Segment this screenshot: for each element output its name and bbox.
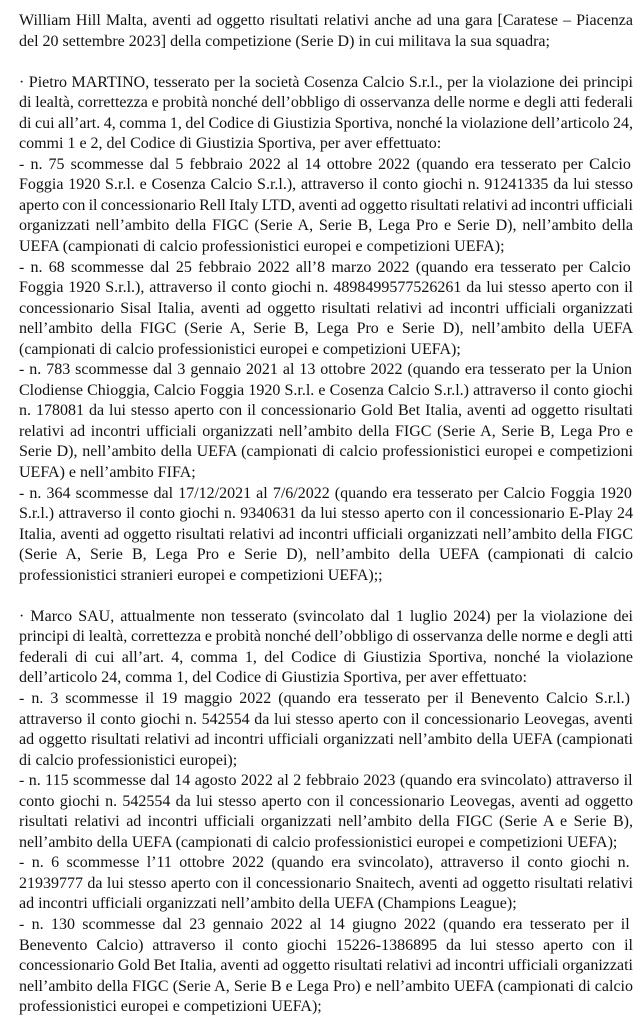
text-line: concessionario Sisal Italia, aventi ad oggetto risultati relativi ad incontri ufficiali organizzati [19, 299, 633, 317]
text-line: ad oggetto risultati relativi ad incontri ufficiali organizzati nell’ambito della UEFA (campionati [19, 731, 633, 749]
text-line: nell’ambito della UEFA (campionati di calcio professionistici europei e competizioni UEFA); [19, 833, 618, 851]
paragraph-gap [19, 52, 633, 73]
paragraph-martino [19, 73, 633, 587]
text-line: (Serie A, Serie B, Lega Pro e Serie D), nell’ambito della UEFA (campionati di calcio [19, 546, 633, 564]
text-line: conto giochi n. 542554 da lui stesso aperto con il concessionario Leovegas, aventi ad oggetto [19, 792, 633, 810]
text-line: Foggia 1920 S.r.l. e Cosenza Calcio S.r.l.), attraverso il conto giochi n. 91241335 da lui stesso [19, 176, 633, 194]
text-line: Benevento Calcio) attraverso il conto giochi 15226-1386895 da lui stesso aperto con il [19, 936, 633, 954]
text-line: relativi ad incontri ufficiali organizzati nell’ambito della FIGC (Serie A, Serie B, Lega Pro e [19, 422, 633, 440]
text-line: Italia, aventi ad oggetto risultati relativi ad incontri ufficiali organizzati nell’ambito della FIGC [19, 525, 633, 543]
paragraph-gap [19, 586, 633, 607]
text-line: risultati relativi ad incontri ufficiali organizzati nell’ambito della FIGC (Serie A e Serie B), [19, 813, 633, 831]
text-line: attraverso il conto giochi n. 542554 da lui stesso aperto con il concessionario Leovegas, aventi [19, 710, 633, 728]
text-line: n. 178081 da lui stesso aperto con il concessionario Gold Bet Italia, aventi ad oggetto risultati [19, 402, 633, 420]
text-line: - n. 6 scommesse l’11 ottobre 2022 (quando era svincolato), attraverso il conto giochi n. [19, 854, 630, 872]
text-line: - n. 3 scommesse il 19 maggio 2022 (quando era tesserato per il Benevento Calcio S.r.l.) [19, 689, 630, 707]
text-line: · Pietro MARTINO, tesserato per la società Cosenza Calcio S.r.l., per la violazione dei principi [19, 73, 633, 91]
text-line: - n. 115 scommesse dal 14 agosto 2022 al 2 febbraio 2023 (quando era svincolato) attraverso il [19, 772, 633, 790]
text-line: commi 1 e 2, del Codice di Giustizia Sportiva, per aver effettuato: [19, 135, 442, 153]
paragraph-sau [19, 607, 633, 1018]
text-line: Serie D), nell’ambito della UEFA (campionati di calcio professionistici europei e competizioni [19, 443, 633, 461]
text-line: professionistici stranieri europei e competizioni UEFA);; [19, 566, 383, 584]
text-line: Foggia 1920 S.r.l.), attraverso il conto giochi n. 4898499577526261 da lui stesso aperto con il [19, 279, 633, 297]
text-line: - n. 783 scommesse dal 3 gennaio 2021 al 13 ottobre 2022 (quando era tesserato per la Union [19, 361, 633, 379]
text-line: concessionario Gold Bet Italia, aventi ad oggetto risultati relativi ad incontri ufficiali organizzati [19, 957, 634, 975]
text-line: federali di cui all’art. 4, comma 1, del Codice di Giustizia Sportiva, nonché la violazione [19, 648, 633, 666]
text-line: - n. 75 scommesse dal 5 febbraio 2022 al 14 ottobre 2022 (quando era tesserato per Calcio [19, 155, 631, 173]
text-line: professionistici europei e competizioni UEFA); [19, 998, 322, 1016]
text-line: nell’ambito della FIGC (Serie A, Serie B, Lega Pro e Serie D), nell’ambito della UEFA [19, 320, 633, 338]
text-line: dell’articolo 24, comma 1, del Codice di Giustizia Sportiva, per aver effettuato: [19, 669, 527, 687]
text-line: - n. 130 scommesse dal 23 gennaio 2022 al 14 giugno 2022 (quando era tesserato per il [19, 915, 630, 933]
text-line: del 20 settembre 2023] della competizione (Serie D) in cui militava la sua squadra; [19, 32, 550, 50]
text-line: nell’ambito della FIGC (Serie A, Serie B e Lega Pro) e nell’ambito UEFA (campionati di calcio [19, 977, 633, 995]
text-line: S.r.l.) attraverso il conto giochi n. 9340631 da lui stesso aperto con il concessionario E-Play 24 [19, 505, 633, 523]
text-line: Clodiense Chioggia, Calcio Foggia 1920 S.r.l. e Cosenza Calcio S.r.l.) attraverso il conto giochi [19, 381, 633, 399]
text-line: - n. 364 scommesse dal 17/12/2021 al 7/6/2022 (quando era tesserato per Calcio Foggia 1920 [19, 484, 632, 502]
text-line: UEFA) e nell’ambito FIFA; [19, 463, 196, 481]
text-line: 21939777 da lui stesso aperto con il concessionario Snaitech, aventi ad oggetto risultati relativi [19, 874, 633, 892]
text-line: · Marco SAU, attualmente non tesserato (svincolato dal 1 luglio 2024) per la violazione dei [19, 607, 633, 625]
text-line: di calcio professionistici europei); [19, 751, 238, 769]
text-line: UEFA (campionati di calcio professionistici europei e competizioni UEFA); [19, 237, 505, 255]
text-line: (campionati di calcio professionistici europei e competizioni UEFA); [19, 340, 461, 358]
paragraph-intro-continuation [19, 11, 633, 52]
text-line: - n. 68 scommesse dal 25 febbraio 2022 all’8 marzo 2022 (quando era tesserato per Calcio [19, 258, 631, 276]
text-line: ad incontri ufficiali organizzati nell’ambito della UEFA (Champions League); [19, 895, 517, 913]
text-line: principi di lealtà, correttezza e probità nonché dell’obbligo di osservanza delle norme e degli atti [19, 628, 633, 646]
text-line: aperto con il concessionario Rell Italy LTD, aventi ad oggetto risultati relativi ad incontri ufficiali [19, 196, 634, 214]
text-line: organizzati nell’ambito della FIGC (Serie A, Serie B, Lega Pro e Serie D), nell’ambito della [19, 217, 633, 235]
text-line: di cui all’art. 4, comma 1, del Codice di Giustizia Sportiva, nonché la violazione dell’articolo 24, [19, 114, 633, 132]
text-line: William Hill Malta, aventi ad oggetto risultati relativi anche ad una gara [Caratese – Piacenza [19, 12, 633, 29]
text-line: di lealtà, correttezza e probità nonché dell’obbligo di osservanza delle norme e degli atti federali [19, 94, 633, 112]
